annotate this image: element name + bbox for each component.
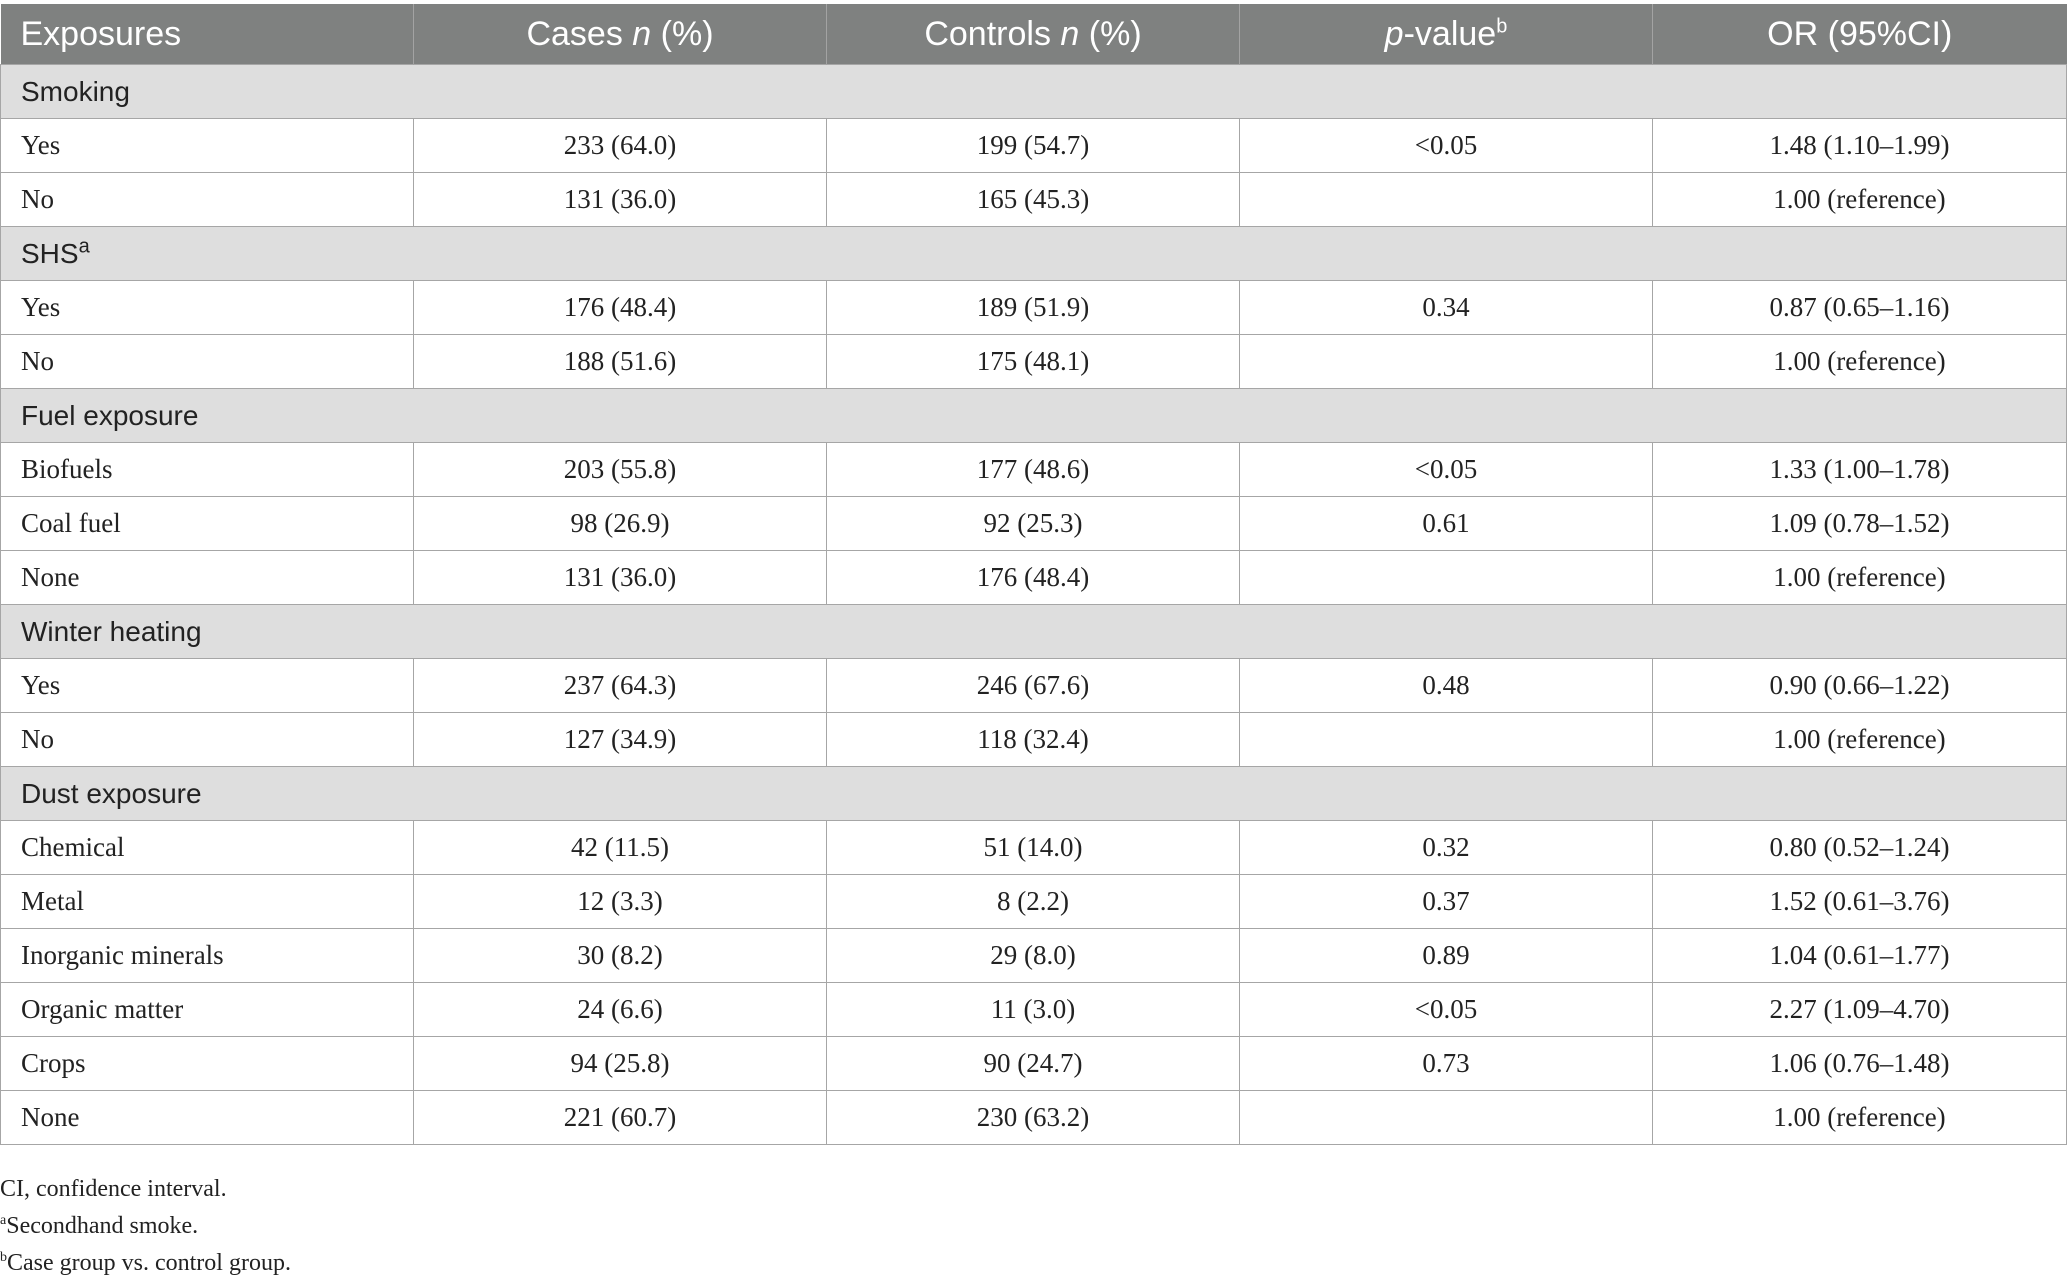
section-title [1,605,2067,659]
cell-label: No [1,713,414,767]
cell-pvalue: 0.89 [1240,929,1653,983]
cell-label: Inorganic minerals [1,929,414,983]
cell-label: No [1,335,414,389]
cell-cases: 237 (64.3) [414,659,827,713]
cell-label: Yes [1,659,414,713]
section-title-footnote-mark: a [78,235,90,258]
cell-pvalue: 0.48 [1240,659,1653,713]
header-pvalue: p-value$^b$ [1240,4,1653,65]
table-row [1,1091,2067,1145]
header-row [1,4,2067,65]
header-exposures: Exposures [1,4,414,65]
cell-label: Biofuels [1,443,414,497]
section-title-text: Fuel exposure [21,399,199,431]
table-row [1,875,2067,929]
table-row [1,659,2067,713]
table-row [1,443,2067,497]
cell-pvalue: 0.34 [1240,281,1653,335]
cell-cases: 221 (60.7) [414,1091,827,1145]
table-row [1,119,2067,173]
table-row [1,713,2067,767]
cell-pvalue [1240,335,1653,389]
cell-pvalue [1240,713,1653,767]
cell-controls: 246 (67.6) [827,659,1240,713]
cell-cases: 131 (36.0) [414,173,827,227]
cell-cases: 30 (8.2) [414,929,827,983]
cell-or: 1.00 (reference) [1653,1091,2067,1145]
section-title [1,227,2067,281]
cell-or: 1.00 (reference) [1653,335,2067,389]
cell-controls: 165 (45.3) [827,173,1240,227]
cell-controls: 51 (14.0) [827,821,1240,875]
table-row [1,551,2067,605]
cell-label: Metal [1,875,414,929]
section-row [1,65,2067,119]
cell-label: Coal fuel [1,497,414,551]
table-row [1,821,2067,875]
cell-or: 1.48 (1.10–1.99) [1653,119,2067,173]
cell-pvalue [1240,551,1653,605]
cell-pvalue: 0.37 [1240,875,1653,929]
cell-or: 1.33 (1.00–1.78) [1653,443,2067,497]
cell-or: 1.04 (0.61–1.77) [1653,929,2067,983]
cell-or: 0.80 (0.52–1.24) [1653,821,2067,875]
cell-cases: 176 (48.4) [414,281,827,335]
section-title-text: Smoking [21,75,130,107]
cell-label: None [1,1091,414,1145]
cell-controls: 90 (24.7) [827,1037,1240,1091]
cell-or: 1.00 (reference) [1653,173,2067,227]
table-row [1,1037,2067,1091]
cell-controls: 8 (2.2) [827,875,1240,929]
header-or: OR (95%CI) [1653,4,2067,65]
table-row [1,983,2067,1037]
table-body [1,65,2067,1145]
cell-controls: 230 (63.2) [827,1091,1240,1145]
cell-cases: 233 (64.0) [414,119,827,173]
cell-cases: 188 (51.6) [414,335,827,389]
section-title-text: Winter heating [21,615,202,647]
cell-label: No [1,173,414,227]
exposure-table [0,4,2067,1145]
cell-pvalue: 0.32 [1240,821,1653,875]
cell-cases: 12 (3.3) [414,875,827,929]
cell-label: Yes [1,281,414,335]
cell-or: 2.27 (1.09–4.70) [1653,983,2067,1037]
cell-controls: 176 (48.4) [827,551,1240,605]
cell-or: 1.00 (reference) [1653,713,2067,767]
cell-cases: 131 (36.0) [414,551,827,605]
section-row [1,389,2067,443]
footnote: $^a$Secondhand smoke. [0,1213,199,1239]
table-row [1,929,2067,983]
cell-controls: 189 (51.9) [827,281,1240,335]
cell-label: Organic matter [1,983,414,1037]
cell-controls: 175 (48.1) [827,335,1240,389]
cell-pvalue: <0.05 [1240,443,1653,497]
cell-label: Chemical [1,821,414,875]
cell-pvalue [1240,1091,1653,1145]
cell-label: Crops [1,1037,414,1091]
section-row [1,227,2067,281]
cell-controls: 199 (54.7) [827,119,1240,173]
cell-pvalue: 0.73 [1240,1037,1653,1091]
section-title [1,767,2067,821]
footnotes [0,1171,291,1282]
cell-or: 1.52 (0.61–3.76) [1653,875,2067,929]
table-header [1,4,2067,65]
exposure-table-container [0,4,2066,1145]
table-row [1,173,2067,227]
footnote: CI, confidence interval. [0,1176,227,1202]
cell-controls: 11 (3.0) [827,983,1240,1037]
cell-or: 0.90 (0.66–1.22) [1653,659,2067,713]
cell-cases: 98 (26.9) [414,497,827,551]
header-controls: Controls n (%) [827,4,1240,65]
cell-or: 1.09 (0.78–1.52) [1653,497,2067,551]
cell-label: None [1,551,414,605]
cell-controls: 92 (25.3) [827,497,1240,551]
cell-pvalue [1240,173,1653,227]
cell-cases: 127 (34.9) [414,713,827,767]
section-title-text: SHS [21,237,79,269]
cell-cases: 203 (55.8) [414,443,827,497]
cell-cases: 24 (6.6) [414,983,827,1037]
cell-controls: 29 (8.0) [827,929,1240,983]
cell-or: 1.06 (0.76–1.48) [1653,1037,2067,1091]
cell-controls: 177 (48.6) [827,443,1240,497]
cell-or: 0.87 (0.65–1.16) [1653,281,2067,335]
cell-pvalue: 0.61 [1240,497,1653,551]
section-title-text: Dust exposure [21,777,202,809]
section-row [1,767,2067,821]
footnote: $^b$Case group vs. control group. [0,1250,291,1276]
header-cases: Cases n (%) [414,4,827,65]
section-title [1,389,2067,443]
section-row [1,605,2067,659]
section-title [1,65,2067,119]
cell-label: Yes [1,119,414,173]
cell-or: 1.00 (reference) [1653,551,2067,605]
table-row [1,281,2067,335]
cell-controls: 118 (32.4) [827,713,1240,767]
cell-pvalue: <0.05 [1240,119,1653,173]
cell-cases: 94 (25.8) [414,1037,827,1091]
table-row [1,497,2067,551]
cell-pvalue: <0.05 [1240,983,1653,1037]
cell-cases: 42 (11.5) [414,821,827,875]
table-row [1,335,2067,389]
